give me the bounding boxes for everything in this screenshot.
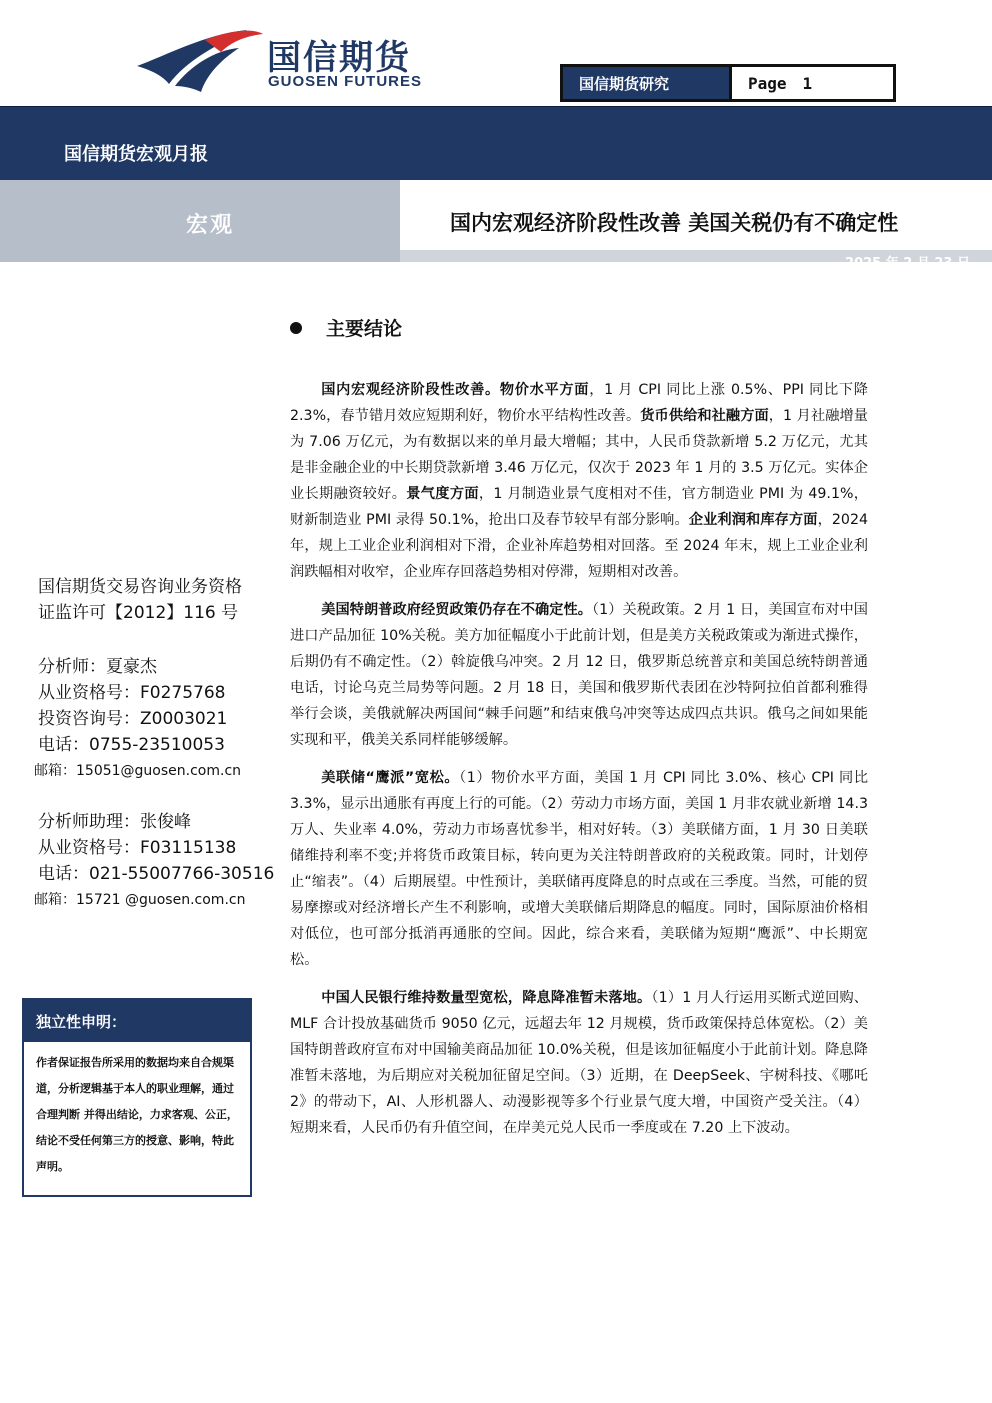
paragraph-fed [290, 765, 868, 973]
paragraph-us-trade-policy [290, 597, 868, 753]
analyst-cert: 从业资格号：F0275768 [38, 683, 226, 703]
paragraph-text: （1）关税政策。2 月 1 日，美国宣布对中国进口产品加征 10%关税。美方加征幅度小于此前计划，但是美方关税政策或为渐进式操作，后期仍有不确定性。（2）斡旋俄乌冲突。2 月 12 日，俄罗斯总统普京和美国总统特朗普通电话，讨论乌克兰局势等问题。2 月 18 日，美国和俄罗斯代表团在沙特阿拉伯首都利雅得举行会谈，美俄就解决两国间“棘手问题”和结束俄乌冲突等达成四点共识。俄乌之间如果能实现和平，俄美关系同样能够缓解。 [290, 602, 868, 748]
bold-lead: 货币供给和社融方面 [640, 408, 769, 424]
assistant-name: 分析师助理：张俊峰 [38, 812, 191, 832]
page-label: Page [748, 73, 787, 93]
section-heading [290, 314, 402, 341]
category-block [0, 180, 400, 262]
bullet-icon [290, 322, 302, 334]
section-title: 主要结论 [326, 318, 403, 340]
report-title: 国内宏观经济阶段性改善 美国关税仍有不确定性 [450, 211, 899, 235]
logo-mark-icon [135, 26, 263, 96]
bold-lead: 企业利润和库存方面 [688, 512, 818, 528]
page-number-box [729, 67, 893, 99]
analyst-consult: 投资咨询号：Z0003021 [38, 709, 228, 729]
license-info [38, 574, 278, 626]
paragraph-text: （1）1 月人行运用买断式逆回购、MLF 合计投放基础货币 9050 亿元，远超去年 12 月规模，货币政策保持总体宽松。（2）美国特朗普政府宣布对中国输美商品加征 10.0%关税，但是该加征幅度小于此前计划。降息降准暂未落地，为后期应对关税加征留足空间。（3）近期，在 DeepSeek、宇树科技、《哪吒 2》的带动下，AI、人形机器人、动漫影视等多个行业景气度大增，中国资产受关注。（4）短期来看，人民币仍有升值空间，在岸美元兑人民币一季度或在 7.20 上下波动。 [290, 990, 868, 1136]
bold-lead: 中国人民银行维持数量型宽松，降息降准暂未落地。 [321, 990, 652, 1006]
bold-lead: 美联储“鹰派”宽松。 [321, 770, 460, 786]
paragraph-domestic-macro [290, 377, 868, 585]
assistant-cert: 从业资格号：F03115138 [38, 838, 237, 858]
bold-lead: 景气度方面 [406, 486, 479, 502]
independence-statement [22, 998, 252, 1197]
logo-english-name: GUOSEN FUTURES [268, 73, 423, 90]
license-line: 国信期货交易咨询业务资格 [38, 577, 242, 597]
analyst-phone: 电话：0755-23510053 [38, 735, 225, 755]
paragraph-text: ，1 月社融增量为 7.06 万亿元，为有数据以来的单月最大增幅；其中，人民币贷款新增 5.2 万亿元，尤其是非金融企业的中长期贷款新增 3.46 万亿元，仅次于 2023 年 1 月的 3.5 万亿元。实体企业长期融资较好。 [290, 408, 868, 502]
page-number: 1 [802, 73, 813, 93]
report-type-band [0, 106, 992, 181]
page-indicator [560, 64, 896, 102]
category-label: 宏观 [186, 213, 235, 238]
paragraph-pboc [290, 985, 868, 1141]
assistant-email: 邮箱：15721 @guosen.com.cn [34, 892, 246, 908]
independence-body: 作者保证报告所采用的数据均来自合规渠道，分析逻辑基于本人的职业理解，通过合理判断 并得出结论，力求客观、公正，结论不受任何第三方的授意、影响，特此声明。 [36, 1056, 238, 1173]
paragraph-text: ，2024 年，规上工业企业利润相对下滑，企业补库趋势相对回落。至 2024 年末，规上工业企业利润跌幅相对收窄，企业库存回落趋势相对停滞，短期相对改善。 [290, 512, 868, 580]
title-block [400, 180, 992, 250]
analyst-email: 邮箱：15051@guosen.com.cn [34, 763, 242, 779]
bold-lead: 美国特朗普政府经贸政策仍存在不确定性。 [321, 602, 593, 618]
analyst-name: 分析师：夏豪杰 [38, 657, 157, 677]
assistant-phone: 电话：021-55007766-30516 [38, 864, 275, 884]
analyst-info [34, 654, 288, 784]
paragraph-text: ，1 月制造业景气度相对不佳，官方制造业 PMI 为 49.1%，财新制造业 PMI 录得 50.1%，抢出口及春节较早有部分影响。 [290, 486, 868, 528]
research-label: 国信期货研究 [563, 67, 729, 99]
paragraph-text: ，1 月 CPI 同比上涨 0.5%、PPI 同比下降 2.3%，春节错月效应短期利好，物价水平结构性改善。 [290, 382, 868, 424]
bold-lead: 国内宏观经济阶段性改善。物价水平方面 [321, 382, 590, 398]
assistant-info [34, 809, 288, 913]
report-date: 2025 年 2 月 23 日 [845, 256, 970, 271]
independence-title: 独立性申明： [24, 1000, 250, 1042]
company-logo [135, 26, 435, 96]
main-body [290, 377, 868, 1153]
license-line: 证监许可【2012】116 号 [38, 603, 239, 623]
paragraph-text: （1）物价水平方面，美国 1 月 CPI 同比 3.0%、核心 CPI 同比 3.3%，显示出通胀有再度上行的可能。（2）劳动力市场方面，美国 1 月非农就业新增 14.3 万人、失业率 4.0%，劳动力市场喜忧参半，相对好转。（3）美联储方面，1 月 30 日美联储维持利率不变;并将货币政策目标，转向更为关注特朗普政府的关税政策。同时，计划停止“缩表”。（4）后期展望。中性预计，美联储再度降息的时点或在三季度。当然，可能的贸易摩擦或对经济增长产生不利影响，或增大美联储后期降息的幅度。同时，国际原油价格相对低位，也可部分抵消再通胀的空间。因此，综合来看，美联储为短期“鹰派”、中长期宽松。 [290, 770, 869, 968]
report-type: 国信期货宏观月报 [64, 144, 208, 165]
title-band [0, 180, 992, 262]
logo-chinese-name: 国信期货 [267, 38, 411, 78]
